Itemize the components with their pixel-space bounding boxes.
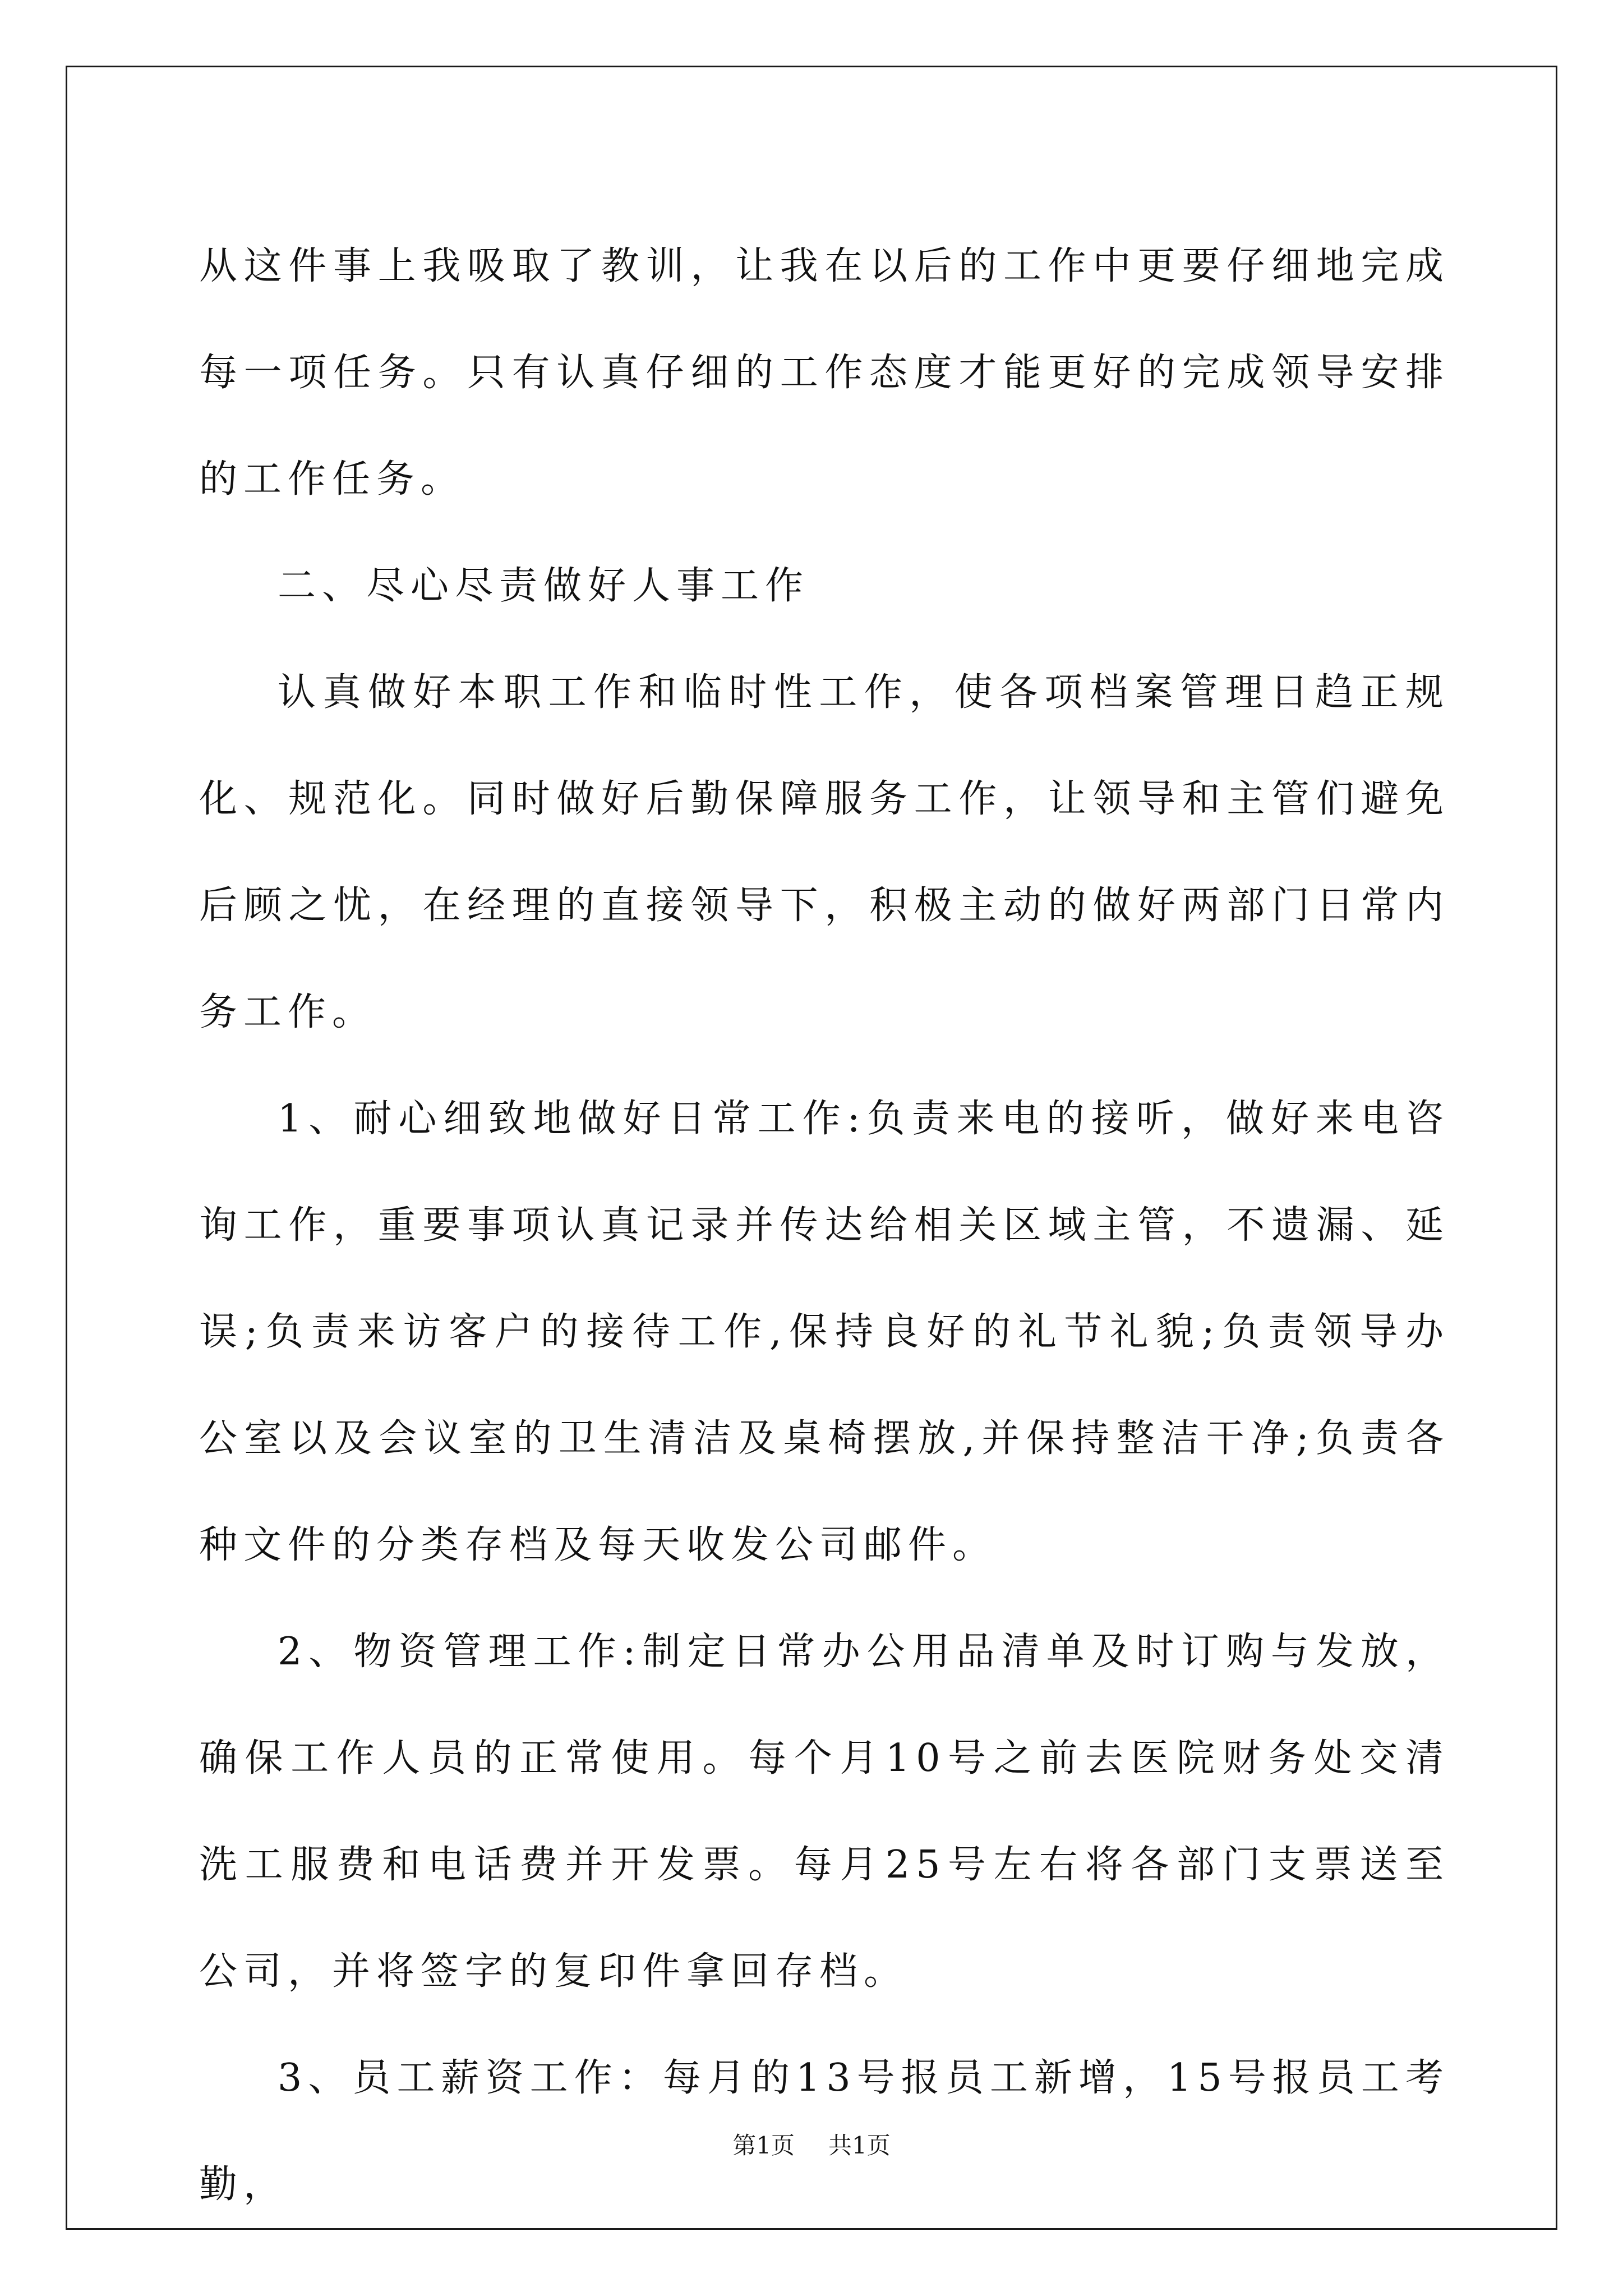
page-number-current: 第1页 bbox=[732, 2132, 795, 2159]
paragraph-6: 3、员工薪资工作：每月的13号报员工新增，15号报员工考勤， bbox=[199, 2056, 1450, 2207]
document-body bbox=[199, 213, 1450, 2238]
page-footer bbox=[0, 2129, 1623, 2162]
page-number-total: 共1页 bbox=[828, 2132, 891, 2159]
paragraph-4: 1、耐心细致地做好日常工作:负责来电的接听，做好来电咨询工作，重要事项认真记录并传达给相关区域主管，不遗漏、延误;负责来访客户的接待工作,保持良好的礼节礼貌;负责领导办公室以及会议室的卫生清洁及桌椅摆放,并保持整洁干净;负责各种文件的分类存档及每天收发公司邮件。 bbox=[199, 1097, 1450, 1567]
paragraph-5: 2、物资管理工作:制定日常办公用品清单及时订购与发放，确保工作人员的正常使用。每个月10号之前去医院财务处交清洗工服费和电话费并开发票。每月25号左右将各部门支票送至公司，并将签字的复印件拿回存档。 bbox=[199, 1630, 1450, 1994]
paragraph-3: 认真做好本职工作和临时性工作，使各项档案管理日趋正规化、规范化。同时做好后勤保障服务工作，让领导和主管们避免后顾之忧，在经理的直接领导下，积极主动的做好两部门日常内务工作。 bbox=[199, 670, 1450, 1034]
paragraph-1: 从这件事上我吸取了教训，让我在以后的工作中更要仔细地完成每一项任务。只有认真仔细的工作态度才能更好的完成领导安排的工作任务。 bbox=[199, 244, 1450, 501]
section-heading: 二、尽心尽责做好人事工作 bbox=[278, 564, 810, 608]
